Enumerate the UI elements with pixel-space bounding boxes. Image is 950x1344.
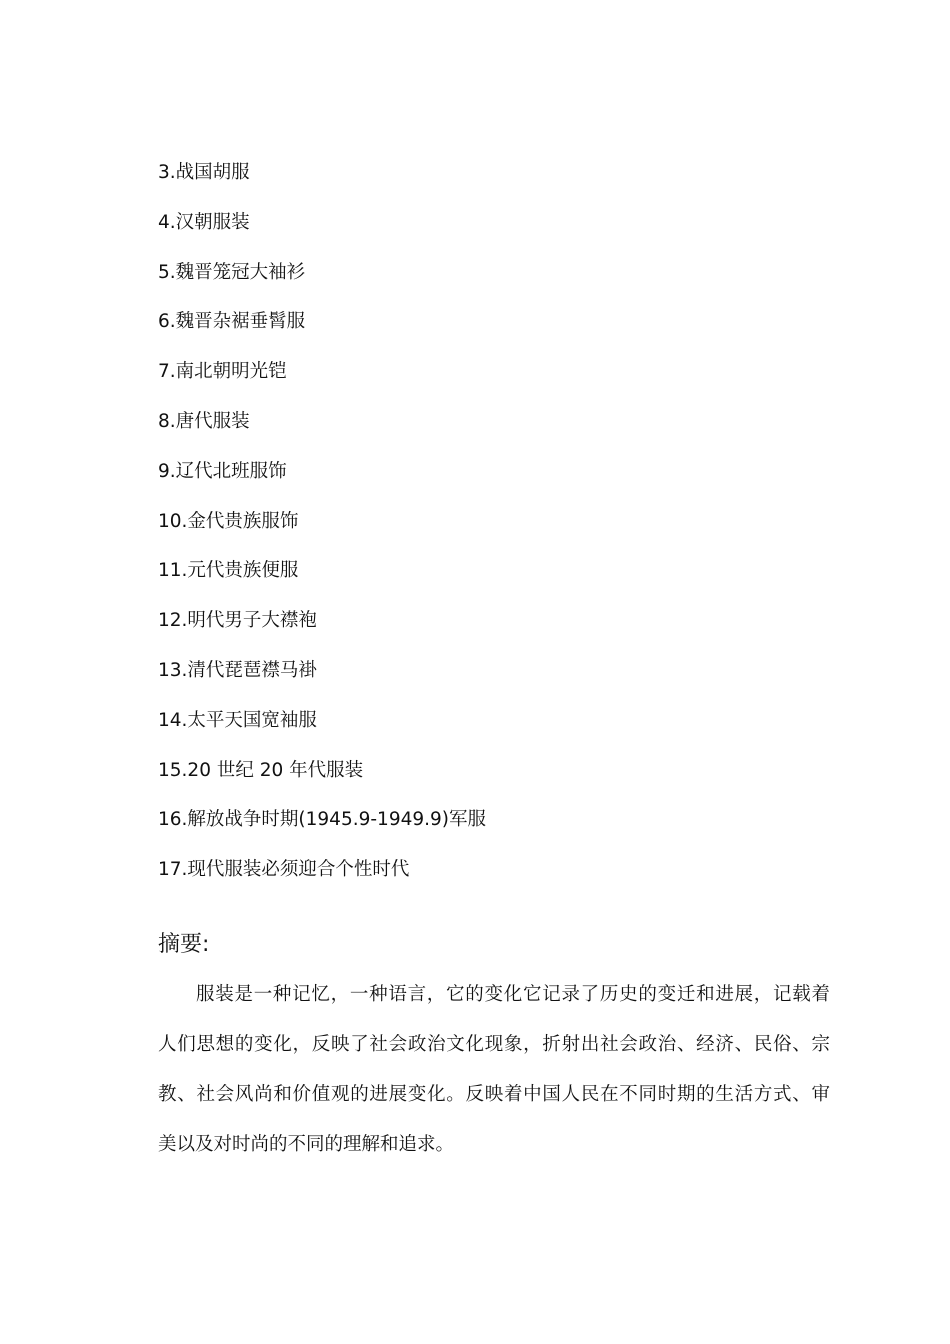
abstract-line: 美以及对时尚的不同的理解和追求。 <box>158 1134 455 1155</box>
list-item: 9.辽代北班服饰 <box>158 460 287 482</box>
list-item: 5.魏晋笼冠大袖衫 <box>158 261 306 283</box>
list-item: 7.南北朝明光铠 <box>158 361 287 383</box>
abstract-line: 人们思想的变化，反映了社会政治文化现象，折射出社会政治、经济、民俗、宗 <box>158 1034 830 1055</box>
list-item: 3.战国胡服 <box>158 162 250 183</box>
list-item: 17.现代服装必须迎合个性时代 <box>158 859 410 881</box>
abstract-line: 服装是一种记忆，一种语言，它的变化它记录了历史的变迁和进展，记载着 <box>196 984 830 1005</box>
list-item: 13.清代琵琶襟马褂 <box>158 659 317 681</box>
list-item: 12.明代男子大襟袍 <box>158 610 317 632</box>
abstract-body <box>158 979 830 1179</box>
list-item: 15.20 世纪 20 年代服装 <box>158 759 364 781</box>
list-item: 8.唐代服装 <box>158 410 250 432</box>
list-item: 11.元代贵族便服 <box>158 560 299 582</box>
abstract-heading: 摘要: <box>158 932 210 957</box>
list-item: 4.汉朝服装 <box>158 211 250 233</box>
list-item: 16.解放战争时期(1945.9-1949.9)军服 <box>158 809 486 831</box>
list-item: 14.太平天国宽袖服 <box>158 709 317 731</box>
list-item: 6.魏晋杂裾垂髾服 <box>158 311 306 333</box>
abstract-line: 教、社会风尚和价值观的进展变化。反映着中国人民在不同时期的生活方式、审 <box>158 1084 830 1105</box>
costume-list <box>158 159 486 906</box>
list-item: 10.金代贵族服饰 <box>158 510 299 532</box>
